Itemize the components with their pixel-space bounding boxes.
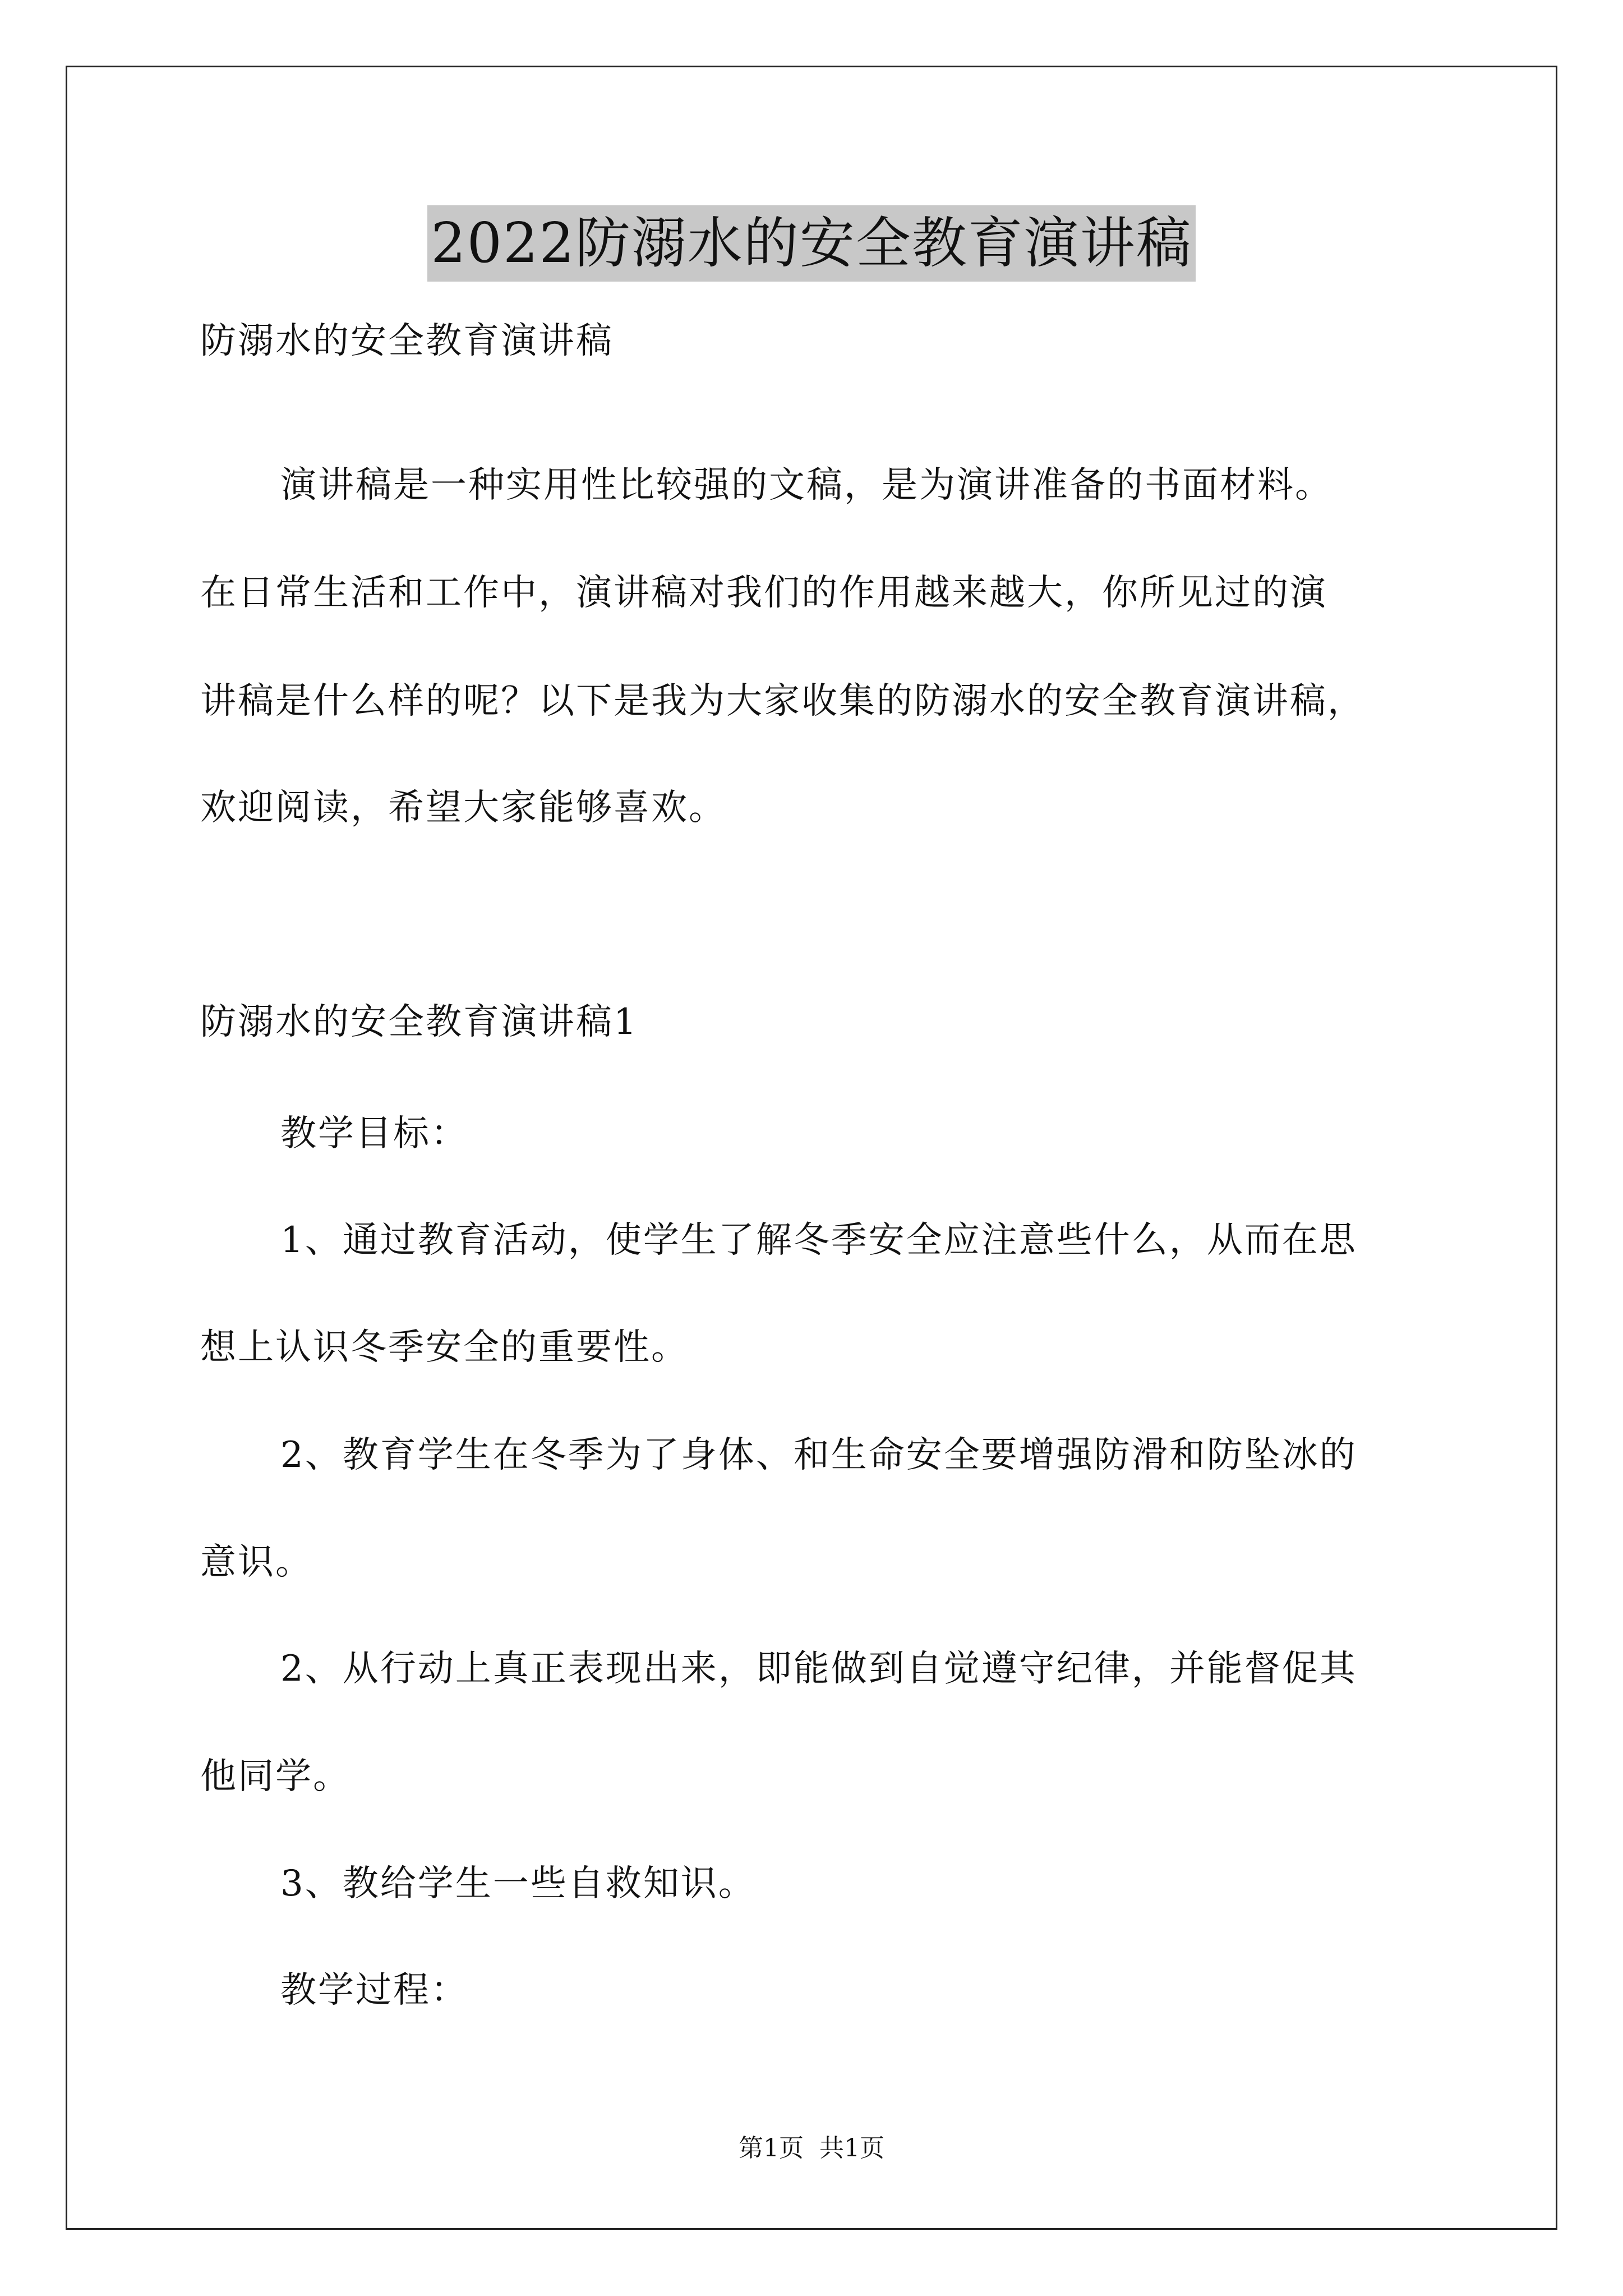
paragraph-line: 3、教给学生一些自救知识。 [280,1863,756,1904]
page-total: 共1页 [819,2134,884,2162]
paragraph-line: 在日常生活和工作中，演讲稿对我们的作用越来越大，你所见过的演 [200,572,1327,614]
paragraph-line: 想上认识冬季安全的重要性。 [200,1327,689,1368]
paragraph-line: 2、从行动上真正表现出来，即能做到自觉遵守纪律，并能督促其 [280,1648,1357,1690]
paragraph-line: 演讲稿是一种实用性比较强的文稿，是为演讲准备的书面材料。 [280,464,1332,506]
paragraph-line: 讲稿是什么样的呢？以下是我为大家收集的防溺水的安全教育演讲稿， [200,680,1365,722]
paragraph-line: 教学过程： [280,1970,468,2011]
paragraph-line: 意识。 [200,1542,313,1583]
section-heading: 防溺水的安全教育演讲稿 [200,320,614,362]
paragraph-line: 他同学。 [200,1756,351,1797]
paragraph-line: 欢迎阅读，希望大家能够喜欢。 [200,787,726,829]
paragraph-line: 1、通过教育活动，使学生了解冬季安全应注意些什么，从而在思 [280,1220,1357,1261]
document-title: 2022防溺水的安全教育演讲稿 [427,205,1195,282]
paragraph-line: 教学目标： [280,1113,468,1154]
section-heading: 防溺水的安全教育演讲稿1 [200,1001,638,1043]
paragraph-line: 2、教育学生在冬季为了身体、和生命安全要增强防滑和防坠冰的 [280,1434,1357,1476]
page-number: 第1页 [739,2134,804,2162]
title-container [0,205,1623,282]
page-footer [0,2132,1623,2165]
